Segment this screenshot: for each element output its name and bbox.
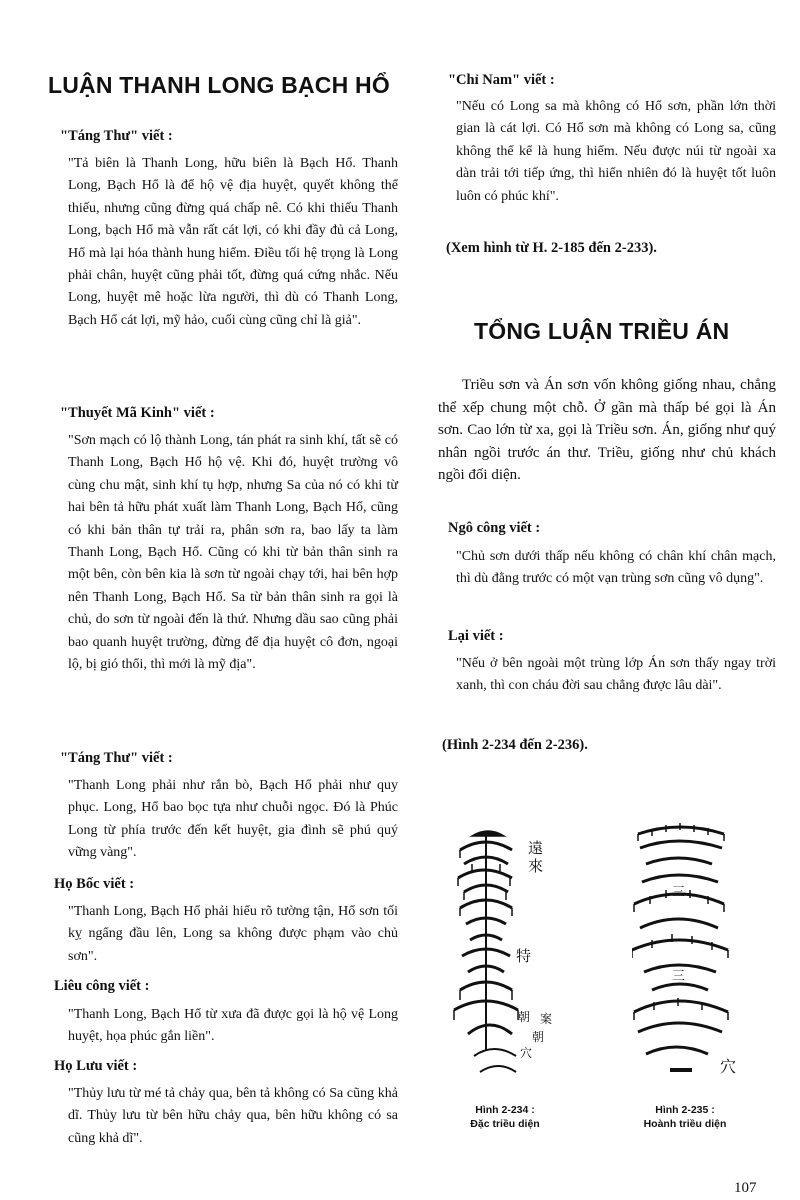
quote-text: "Thanh Long, Bạch Hổ phải hiểu rõ tường tận, Hổ sơn tối kỵ ngẩng đầu lên, Long sa không được phạm vào chủ sơn". [68, 904, 398, 964]
figure-glyph: 穴 [520, 1046, 533, 1060]
source-label: "Táng Thư" viết : [60, 750, 173, 766]
figure-glyph: 朝 [532, 1030, 545, 1044]
figure-glyph: 來 [528, 857, 544, 875]
quote-text: "Tả biên là Thanh Long, hữu biên là Bạch Hổ. Thanh Long, Bạch Hổ là để hộ vệ địa huyệt, quyết không thể thiếu, nhưng cũng đừng quá chấp nê. Có khi thiếu Thanh Long, bạch Hổ mà vẫn rất cát lợi, có khi đầy đủ cả Long, Hổ mà lại hóa thành hung hiểm. Điều tối hệ trọng là Long phải chân, huyệt cũng phải tốt, đừng quá cứng nhắc. Nếu Long, huyệt mê hoặc lừa người, thì dù có Thanh Long, Bạch Hổ cát lợi, mỹ hảo, cuối cùng cũng chỉ là giả". [68, 156, 398, 328]
page-number: 107 [734, 1180, 757, 1196]
quote-text: "Thanh Long, Bạch Hổ từ xưa đã được gọi là hộ vệ Long huyệt, họa phúc gắn liền". [68, 1007, 398, 1045]
quote-text: "Thủy lưu từ mé tả chảy qua, bên tả không có Sa cũng khả dĩ. Thủy lưu từ bên hữu chảy qua, bên hữu không có sa cũng khả dĩ". [68, 1086, 398, 1146]
figure-reference: (Xem hình từ H. 2-185 đến 2-233). [446, 240, 657, 256]
quote-text: "Nếu ở bên ngoài một trùng lớp Án sơn thấy ngay trời xanh, thì con cháu đời sau chẳng được lâu dài". [456, 656, 776, 694]
source-label: "Chỉ Nam" viết : [448, 72, 555, 88]
figure-glyph: 朝 [518, 1010, 531, 1024]
figure-glyph: 三 [672, 885, 686, 900]
figure-glyph: 穴 [720, 1057, 737, 1076]
intro-paragraph: Triều sơn và Án sơn vốn không giống nhau, chẳng thể xếp chung một chỗ. Ở gần mà thấp bé gọi là Án sơn. Cao lớn từ xa, gọi là Triều sơn. Án, giống như quý nhân ngồi trước án thư. Triều, giống như chủ khách ngồi đối diện. [438, 377, 776, 484]
figure-glyph: 遠 [528, 839, 544, 857]
source-label: Họ Bốc viết : [54, 876, 135, 892]
quote-text: "Thanh Long phải như rắn bò, Bạch Hổ phải như quy phục. Long, Hổ bao bọc tựa như chuỗi ngọc. Đó là Phúc Long từ phía trước đến kết huyệt, gia đình sẽ phú quý vững vàng". [68, 778, 398, 861]
figure-caption-number: Hình 2-235 : [655, 1104, 715, 1116]
figure-caption [445, 1103, 565, 1131]
figure-reference: (Hình 2-234 đến 2-236). [442, 737, 588, 753]
source-label: "Thuyết Mã Kinh" viết : [60, 405, 215, 421]
figure-2-235-illustration [632, 820, 762, 1090]
source-label: Ngô công viết : [448, 520, 541, 536]
quote-text: "Sơn mạch có lộ thành Long, tán phát ra sinh khí, tất sẽ có Thanh Long, Bạch Hổ hộ vệ. Khi đó, huyệt trường vô cùng chu mật, sinh khí tụ hợp, nhưng Sa của nó có khi từ hai bên tả hữu phát xuất làm Thanh Long, Bạch Hổ, cũng có khi bản thân tự trải ra, phân sơn ra, bao lấy ta làm Thanh Long, Bạch Hổ. Cũng có khi từ bản thân sinh ra một bên, còn bên kia là sơn từ ngoài chạy tới, hai bên hợp nên Thanh Long, Bạch Hổ. Sa từ bản thân sinh ra gọi là chủ, do sơn từ ngoài đến là thứ. Nhưng dầu sao cũng phải bao quanh huyệt trường, đừng để địa huyệt cô đơn, ngoại lộ, bị gió thổi, thì mới là mỹ địa". [68, 433, 398, 673]
figure-caption-title: Hoành triều diện [643, 1118, 727, 1130]
figure-caption-title: Đặc triều diện [470, 1118, 540, 1130]
source-label: Lại viết : [448, 628, 504, 644]
figure-glyph: 三 [672, 969, 686, 984]
source-label: Họ Lưu viết : [54, 1058, 138, 1074]
figure-caption-number: Hình 2-234 : [475, 1104, 535, 1116]
left-section-title: LUẬN THANH LONG BẠCH HỔ [48, 72, 390, 98]
figure-2-234-illustration [450, 820, 570, 1090]
source-label: Liêu công viết : [54, 978, 150, 994]
figure-glyph: 案 [540, 1012, 553, 1026]
quote-text: "Chủ sơn dưới thấp nếu không có chân khí chân mạch, thì dù đằng trước có một vạn trùng sơn cũng vô dụng". [456, 549, 776, 587]
right-section-title: TỔNG LUẬN TRIỀU ÁN [474, 318, 730, 344]
quote-text: "Nếu có Long sa mà không có Hổ sơn, phần lớn thời gian là cát lợi. Có Hổ sơn mà không có Long sa, cũng không thể kể là hung hiểm. Nếu được núi từ ngoài xa dàn trải tới tiếp ứng, thì hiển nhiên đó là huyệt tốt luôn luôn có phúc khí". [456, 99, 776, 204]
figure-glyph: 特 [516, 947, 532, 965]
source-label: "Táng Thư" viết : [60, 128, 173, 144]
figure-caption [620, 1103, 750, 1131]
